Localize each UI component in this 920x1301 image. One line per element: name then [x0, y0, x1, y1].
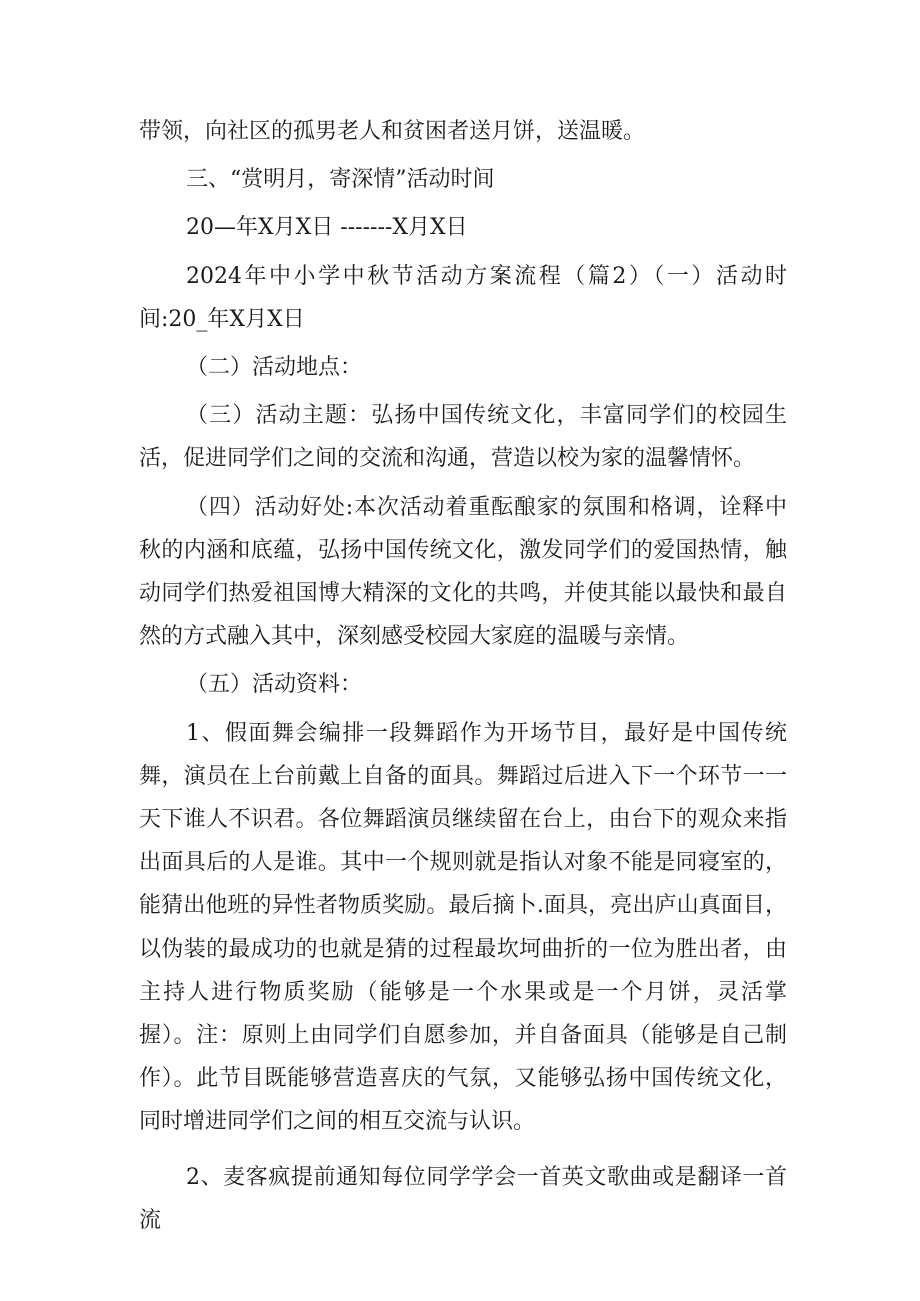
activity-date-range: 20—年X月X日 -------X月X日	[186, 215, 468, 241]
masquerade-item: 1、假面舞会编排一段舞蹈作为开场节目，最好是中国传统舞，演员在上台前戴上自备的面具。舞蹈过后进入下一个环节一一天下谁人不识君。各位舞蹈演员继续留在台上，由台下的观众来指出面具后的人是谁。其中一个规则就是指认对象不能是同寝室的，能猜出他班的异性者物质奖励。最后摘卜.面具，亮出庐山真面目，以伪装的最成功的也就是猜的过程最坎坷曲折的一位为胜出者，由主持人进行物质奖励（能够是一个水果或是一个月饼，灵活掌握）。注：原则上由同学们自愿参加，并自备面具（能够是自己制作）。此节目既能够营造喜庆的气氛，又能够弘扬中国传统文化，同时增进同学们之间的相互交流与认识。	[139, 720, 787, 1135]
activity-theme: （三）活动主题：弘扬中国传统文化，丰富同学们的校园生活，促进同学们之间的交流和沟通，营造以校为家的温馨情怀。	[139, 403, 787, 472]
plan-title-activity-time: 2024年中小学中秋节活动方案流程（篇2）（一）活动时间:20_年X月X日	[139, 263, 787, 332]
karaoke-item: 2、麦客疯提前通知每位同学学会一首英文歌曲或是翻译一首流	[139, 1164, 787, 1233]
paragraph-continuation: 带领，向社区的孤男老人和贫困者送月饼，送温暖。	[139, 119, 646, 144]
document-body	[139, 110, 787, 1242]
activity-materials: （五）活动资料：	[186, 672, 363, 698]
activity-location: （二）活动地点：	[186, 355, 363, 381]
section-heading-activity-time: 三、“赏明月，寄深情”活动时间	[186, 167, 495, 193]
activity-benefits: （四）活动好处:本次活动着重酝酿家的氛围和格调，诠释中秋的内涵和底蕴，弘扬中国传统文化，激发同学们的爱国热情，触动同学们热爱祖国博大精深的文化的共鸣，并使其能以最快和最自然的方式融入其中，深刻感受校园大家庭的温暖与亲情。	[139, 494, 787, 650]
